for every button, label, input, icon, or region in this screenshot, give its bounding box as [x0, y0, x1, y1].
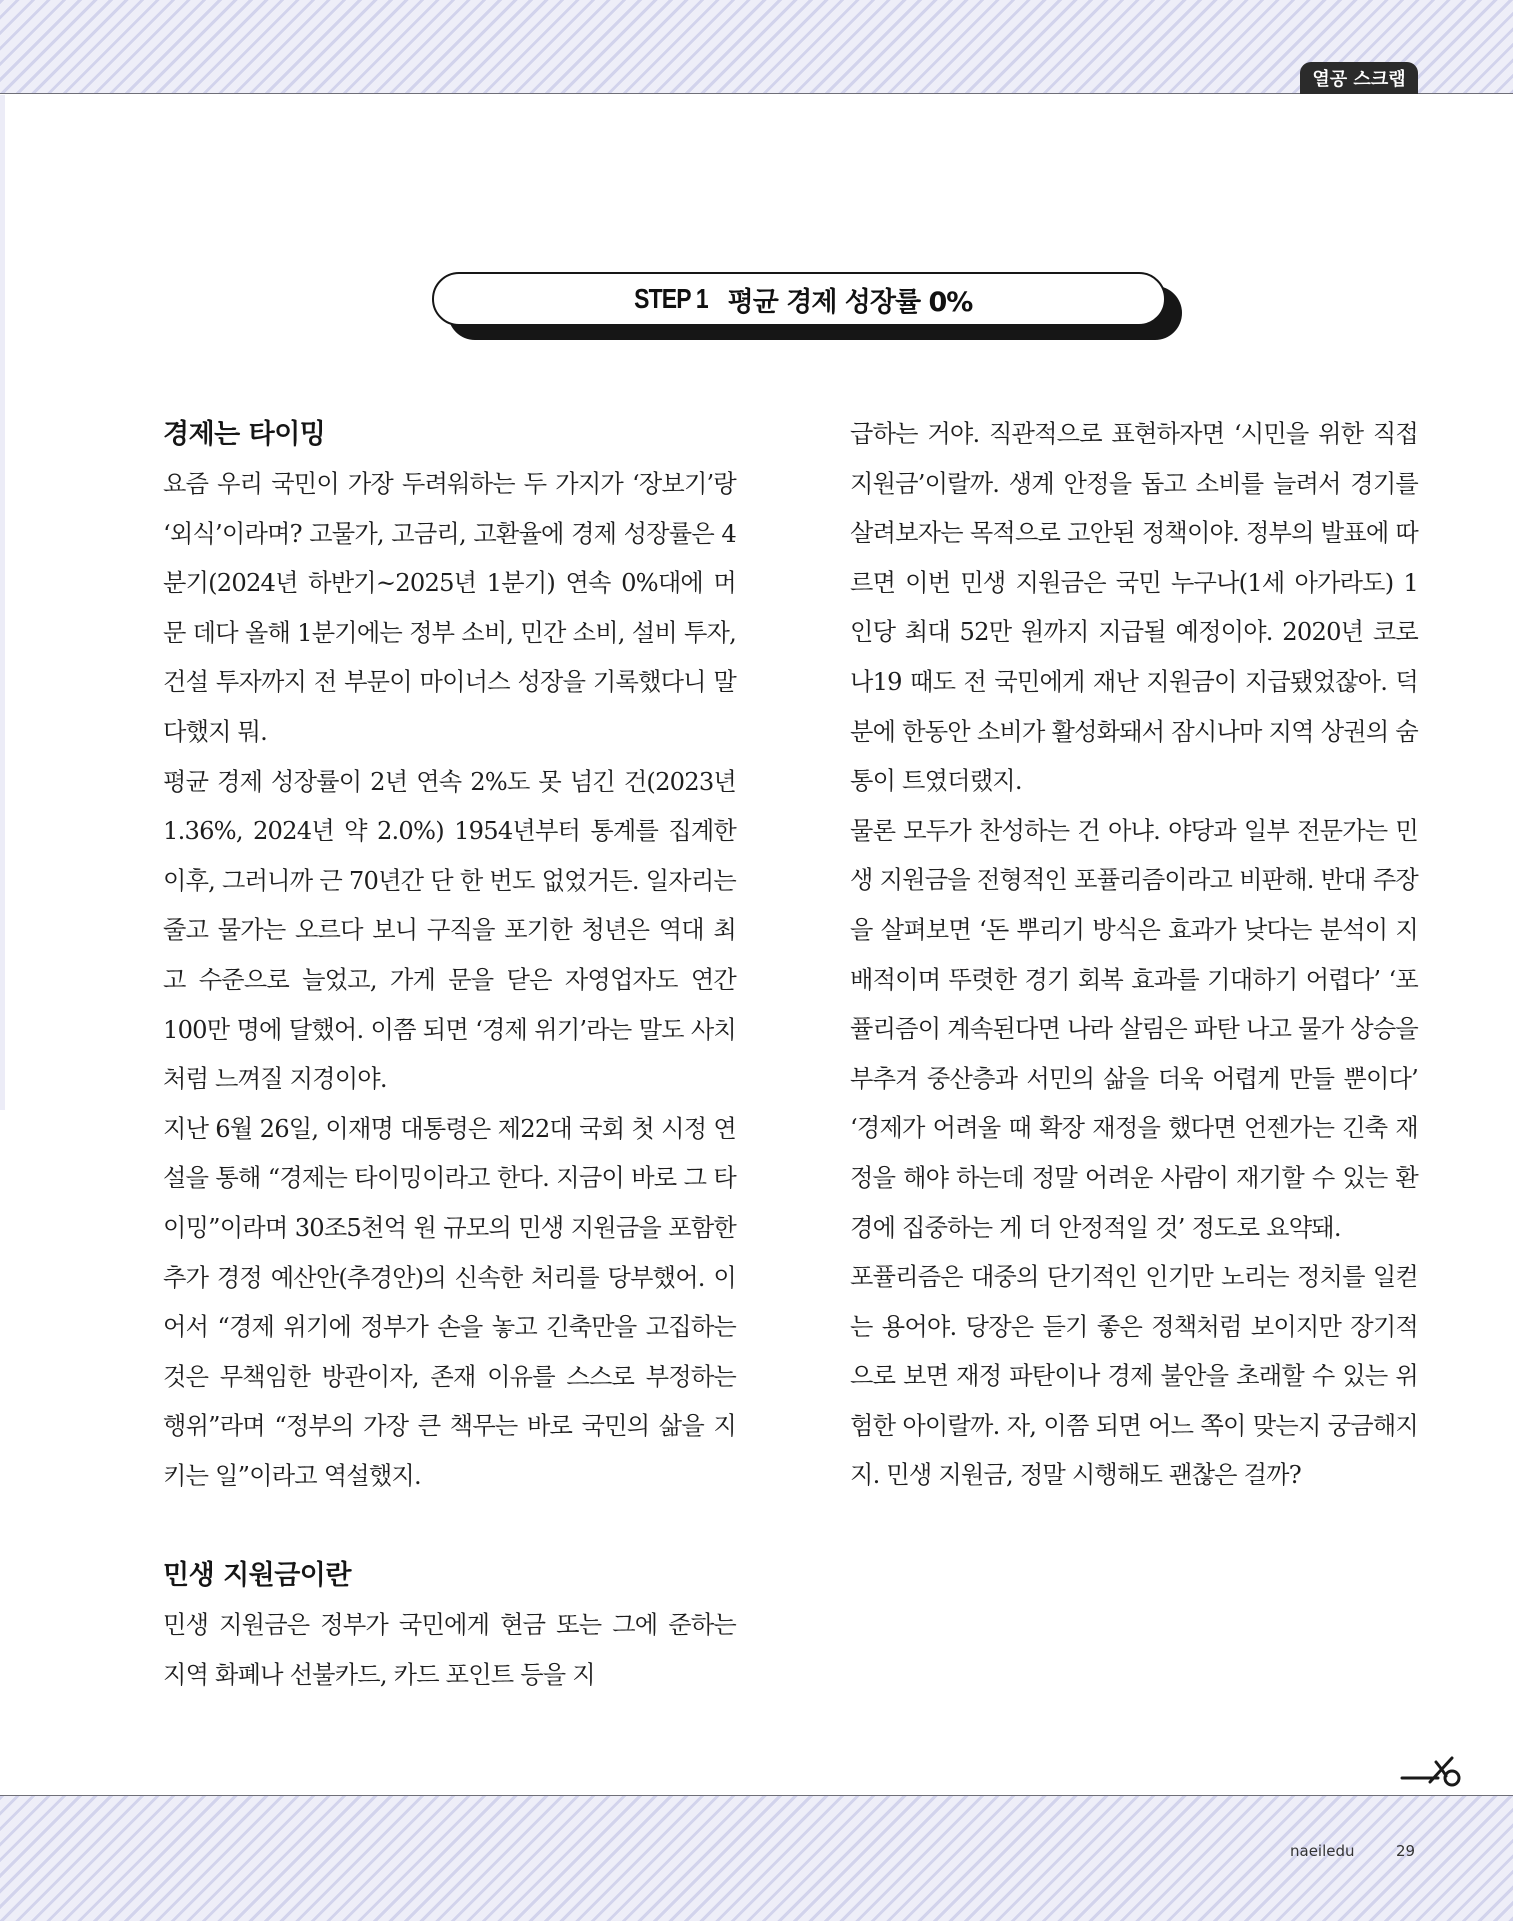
- section-heading-support-fund: 민생 지원금이란: [163, 1560, 351, 1592]
- side-rule: [0, 95, 5, 1110]
- step-banner: [432, 272, 1182, 340]
- left-column: [163, 410, 736, 1701]
- body-paragraph: 물론 모두가 찬성하는 건 아냐. 야당과 일부 전문가는 민생 지원금을 전형적인 포퓰리즘이라고 비판해. 반대 주장을 살펴보면 ‘돈 뿌리기 방식은 효과가 낮다는 분석이 지배적이며 뚜렷한 경기 회복 효과를 기대하기 어렵다’ ‘포퓰리즘이 계속된다면 나라 살림은 파탄 나고 물가 상승을 부추겨 중산층과 서민의 삶을 더욱 어렵게 만들 뿐이다’ ‘경제가 어려울 때 확장 재정을 했다면 언젠가는 긴축 재정을 해야 하는데 정말 어려운 사람이 재기할 수 있는 환경에 집중하는 게 더 안정적일 것’ 정도로 요약돼.: [850, 816, 1418, 1242]
- section-tab: [1300, 62, 1418, 94]
- body-paragraph: 포퓰리즘은 대중의 단기적인 인기만 노리는 정치를 일컫는 용어야. 당장은 듣기 좋은 정책처럼 보이지만 장기적으로 보면 재정 파탄이나 경제 불안을 초래할 수 있는 위험한 아이랄까. 자, 이쯤 되면 어느 쪽이 맞는지 궁금해지지. 민생 지원금, 정말 시행해도 괜찮은 걸까?: [850, 1263, 1418, 1490]
- step-banner-pill: [432, 272, 1166, 326]
- body-paragraph: 평균 경제 성장률이 2년 연속 2%도 못 넘긴 건(2023년 1.36%, 2024년 약 2.0%) 1954년부터 통계를 집계한 이후, 그러니까 근 70년간 단 한 번도 없었거든. 일자리는 줄고 물가는 오르다 보니 구직을 포기한 청년은 역대 최고 수준으로 늘었고, 가게 문을 닫은 자영업자도 연간 100만 명에 달했어. 이쯤 되면 ‘경제 위기’라는 말도 사치처럼 느껴질 지경이야.: [163, 767, 736, 1094]
- body-paragraph: 급하는 거야. 직관적으로 표현하자면 ‘시민을 위한 직접 지원금’이랄까. 생계 안정을 돕고 소비를 늘려서 경기를 살려보자는 목적으로 고안된 정책이야. 정부의 발표에 따르면 이번 민생 지원금은 국민 누구나(1세 아가라도) 1인당 최대 52만 원까지 지급될 예정이야. 2020년 코로나19 때도 전 국민에게 재난 지원금이 지급됐었잖아. 덕분에 한동안 소비가 활성화돼서 잠시나마 지역 상권의 숨통이 트였더랬지.: [850, 420, 1418, 796]
- body-paragraph: 민생 지원금은 정부가 국민에게 현금 또는 그에 준하는 지역 화폐나 선불카드, 카드 포인트 등을 지: [163, 1611, 736, 1690]
- right-column: [850, 410, 1418, 1501]
- section-tab-label: 열공 스크랩: [1312, 69, 1406, 90]
- scissors-icon: [1400, 1752, 1464, 1792]
- body-paragraph: 지난 6월 26일, 이재명 대통령은 제22대 국회 첫 시정 연설을 통해 “경제는 타이밍이라고 한다. 지금이 바로 그 타이밍”이라며 30조5천억 원 규모의 민생 지원금을 포함한 추가 경정 예산안(추경안)의 신속한 처리를 당부했어. 이어서 “경제 위기에 정부가 손을 놓고 긴축만을 고집하는 것은 무책임한 방관이자, 존재 이유를 스스로 부정하는 행위”라며 “정부의 가장 큰 책무는 바로 국민의 삶을 지키는 일”이라고 역설했지.: [163, 1114, 736, 1490]
- footer-brand: naeiledu: [1290, 1842, 1355, 1860]
- section-heading-economy-timing: 경제는 타이밍: [163, 419, 326, 450]
- step-number: STEP 1: [633, 283, 708, 314]
- header-stripe-band: [0, 0, 1513, 94]
- body-paragraph: 요즘 우리 국민이 가장 두려워하는 두 가지가 ‘장보기’랑 ‘외식’이라며? 고물가, 고금리, 고환율에 경제 성장률은 4분기(2024년 하반기~2025년 1분기) 연속 0%대에 머문 데다 올해 1분기에는 정부 소비, 민간 소비, 설비 투자, 건설 투자까지 전 부문이 마이너스 성장을 기록했다니 말 다했지 뭐.: [163, 470, 736, 746]
- section-gap: [163, 1501, 736, 1551]
- step-title: 평균 경제 성장률 0%: [727, 286, 973, 318]
- page-number: 29: [1396, 1842, 1416, 1860]
- footer-stripe-band: [0, 1795, 1513, 1921]
